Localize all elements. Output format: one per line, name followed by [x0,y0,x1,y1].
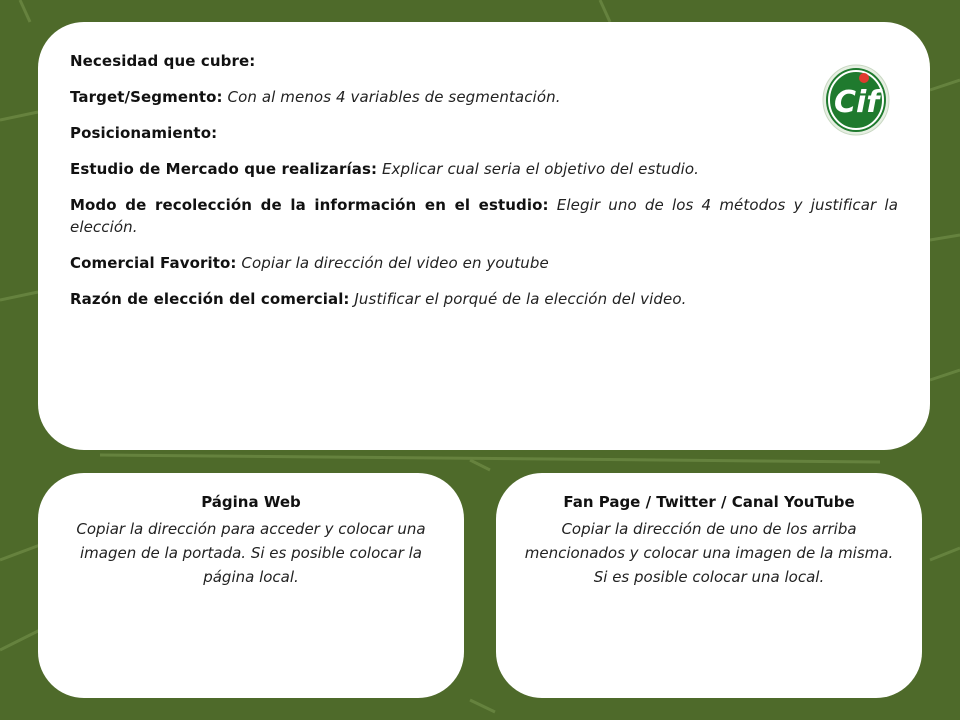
row-value: Con al menos 4 variables de segmentación. [227,88,561,106]
social-media-card [496,473,922,698]
row-label: Modo de recolección de la información en el estudio: [70,196,549,214]
row-label: Estudio de Mercado que realizarías: [70,160,378,178]
row-necesidad [70,50,898,72]
row-estudio [70,158,898,180]
row-target [70,86,898,108]
row-comercial [70,252,898,274]
row-value: Copiar la dirección del video en youtube [241,254,549,272]
cif-logo-icon [820,62,892,138]
row-value: Elegir uno de los 4 métodos y justificar la elección. [70,196,898,236]
row-value: Explicar cual seria el objetivo del estudio. [381,160,700,178]
web-page-text: Copiar la dirección para acceder y colocar una imagen de la portada. Si es posible colocar la página local. [76,520,426,586]
row-value: Justificar el porqué de la elección del video. [354,290,687,308]
web-page-title: Página Web [201,493,301,511]
row-label: Razón de elección del comercial: [70,290,350,308]
row-modo [70,194,898,238]
social-media-text: Copiar la dirección de uno de los arriba mencionados y colocar una imagen de la misma. Si es posible colocar una local. [524,520,894,586]
social-media-title: Fan Page / Twitter / Canal YouTube [563,493,855,511]
row-posicionamiento [70,122,898,144]
row-razon [70,288,898,310]
row-label: Posicionamiento: [70,124,218,142]
web-page-card [38,473,464,698]
main-info-card [38,22,930,450]
row-label: Comercial Favorito: [70,254,237,272]
row-label: Necesidad que cubre: [70,52,256,70]
svg-text:Cif: Cif [834,85,880,120]
row-label: Target/Segmento: [70,88,223,106]
